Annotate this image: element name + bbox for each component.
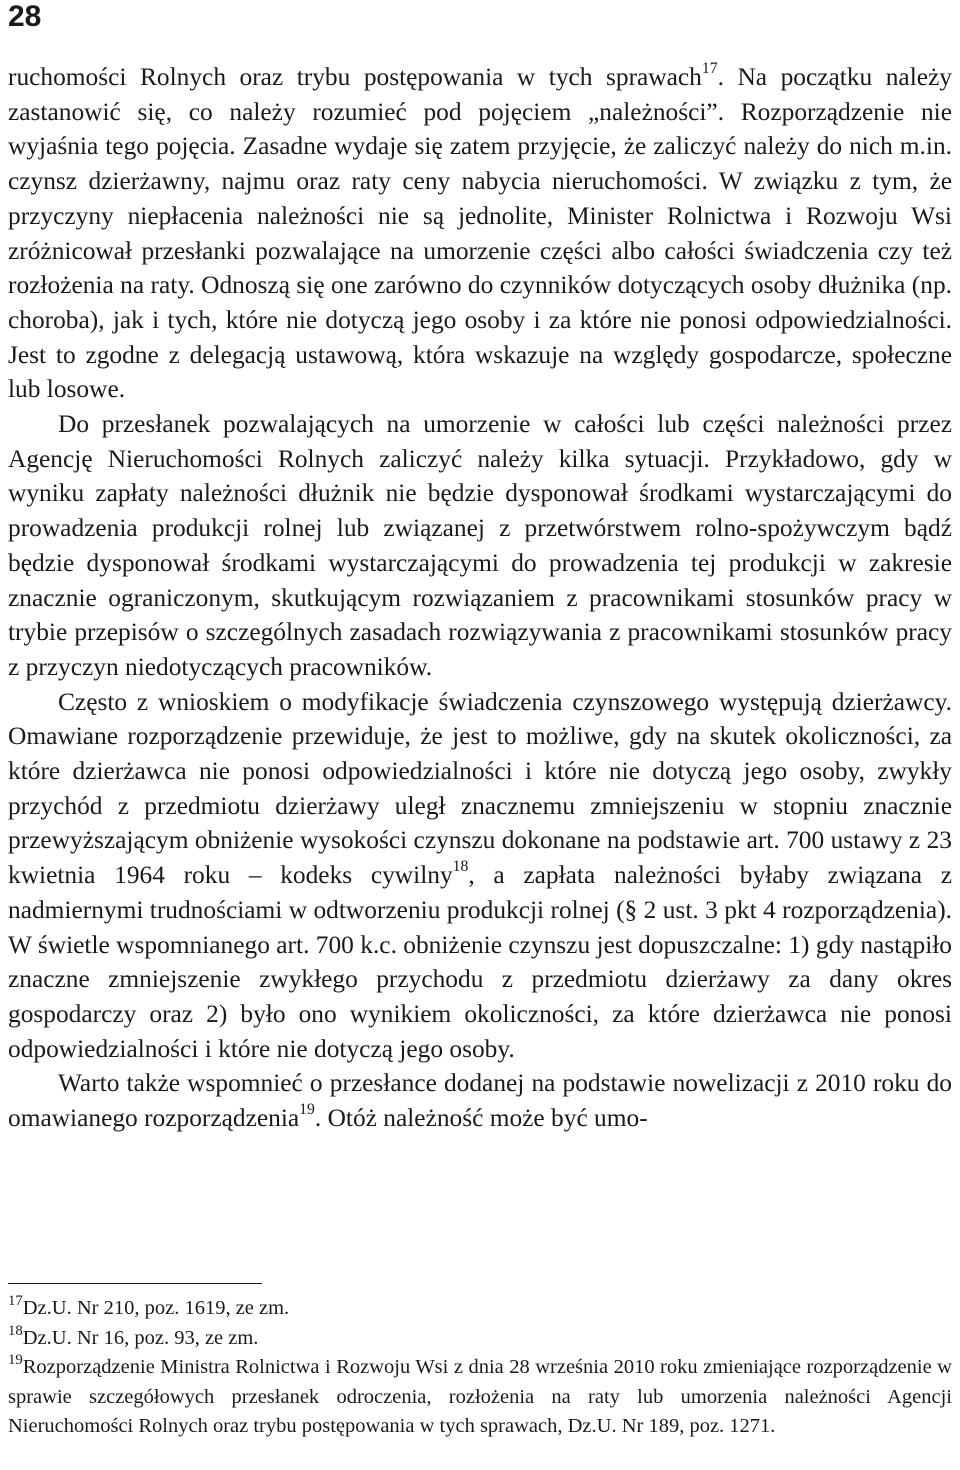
paragraph-text: Często z wnioskiem o modyfikacje świadczenia czynszowego występują dzierżawcy. Omawiane rozporządzenie przewiduje, że jest to możliwe, gdy na skutek okoliczności, za które dzierżawca nie ponosi odpowiedzialności i które nie dotyczą jego osoby, zwykły przychód z przedmiotu dzierżawy uległ znacznemu zmniejszeniu w stopniu znacznie przewyższającym obniżenie wysokości czynszu dokonane na podstawie art. 700 ustawy z 23 kwietnia 1964 roku – kodeks cywilny xyxy=(8,687,952,890)
footnote-reference-17: 17 xyxy=(701,60,718,78)
footnote-reference-19: 19 xyxy=(299,1101,315,1119)
footnote-17 xyxy=(8,1294,952,1324)
paragraph-1 xyxy=(8,60,952,407)
footnote-text: Dz.U. Nr 210, poz. 1619, ze zm. xyxy=(22,1297,290,1319)
footnote-19 xyxy=(8,1353,952,1442)
paragraph-text: ruchomości Rolnych oraz trybu postępowania w tych sprawach xyxy=(8,63,702,91)
paragraph-3 xyxy=(8,685,952,1067)
footnote-reference-18: 18 xyxy=(452,858,469,876)
body-text xyxy=(8,60,952,1136)
paragraph-4 xyxy=(8,1066,952,1135)
page-number: 28 xyxy=(8,0,42,33)
footnote-18 xyxy=(8,1324,952,1354)
paragraph-2 xyxy=(8,407,952,685)
footnote-marker: 19 xyxy=(8,1352,23,1369)
footnote-marker: 17 xyxy=(8,1293,23,1310)
footnotes xyxy=(8,1294,952,1442)
paragraph-text: . Na początku należy zastanowić się, co należy rozumieć pod pojęciem „należności”. Rozporządzenie nie wyjaśnia tego pojęcia. Zasadne wydaje się zatem przyjęcie, że zaliczyć należy do nich m.in. czynsz dzierżawny, najmu oraz raty ceny nabycia nieruchomości. W związku z tym, że przyczyny niepłacenia należności nie są jednolite, Minister Rolnictwa i Rozwoju Wsi zróżnicował przesłanki pozwalające na umorzenie części albo całości świadczenia czy też rozłożenia na raty. Odnoszą się one zarówno do czynników dotyczących osoby dłużnika (np. choroba), jak i tych, które nie dotyczą jego osoby i za które nie ponosi odpowiedzialności. Jest to zgodne z delegacją ustawową, która wskazuje na względy gospodarcze, społeczne lub losowe. xyxy=(8,63,952,404)
paragraph-text: Do przesłanek pozwalających na umorzenie w całości lub części należności przez Agencję Nieruchomości Rolnych zaliczyć należy kilka sytuacji. Przykładowo, gdy w wyniku zapłaty należności dłużnik nie będzie dysponował środkami wystarczającymi do prowadzenia produkcji rolnej lub związanej z przetwórstwem rolno-spożywczym bądź będzie dysponował środkami wystarczającymi do prowadzenia tej produkcji w zakresie znacznie ograniczonym, skutkującym rozwiązaniem z pracownikami stosunków pracy w trybie przepisów o szczególnych zasadach rozwiązywania z pracownikami stosunków pracy z przyczyn niedotyczących pracowników. xyxy=(8,410,952,681)
paragraph-text: . Otóż należność może być umo- xyxy=(314,1104,648,1133)
footnote-text: Rozporządzenie Ministra Rolnictwa i Rozwoju Wsi z dnia 28 września 2010 roku zmieniające rozporządzenie w sprawie szczegółowych przesłanek odroczenia, rozłożenia na raty lub umorzenia należności Agencji Nieruchomości Rolnych oraz trybu postępowania w tych sprawach, Dz.U. Nr 189, poz. 1271. xyxy=(8,1356,952,1438)
paragraph-text: Warto także wspomnieć o przesłance dodanej na podstawie nowelizacji z 2010 roku do omawianego rozporządzenia xyxy=(8,1069,952,1133)
footnote-marker: 18 xyxy=(8,1322,23,1339)
footnote-separator xyxy=(8,1283,262,1284)
paragraph-text: , a zapłata należności byłaby związana z nadmiernymi trudnościami w odtworzeniu produkcji rolnej (§ 2 ust. 3 pkt 4 rozporządzenia). W świetle wspomnianego art. 700 k.c. obniżenie czynszu jest dopuszczalne: 1) gdy nastąpiło znaczne zmniejszenie zwykłego przychodu z przedmiotu dzierżawy za dany okres gospodarczy oraz 2) było ono wynikiem okoliczności, za które dzierżawca nie ponosi odpowiedzialności i które nie dotyczą jego osoby. xyxy=(8,861,952,1063)
footnote-text: Dz.U. Nr 16, poz. 93, ze zm. xyxy=(22,1326,259,1349)
